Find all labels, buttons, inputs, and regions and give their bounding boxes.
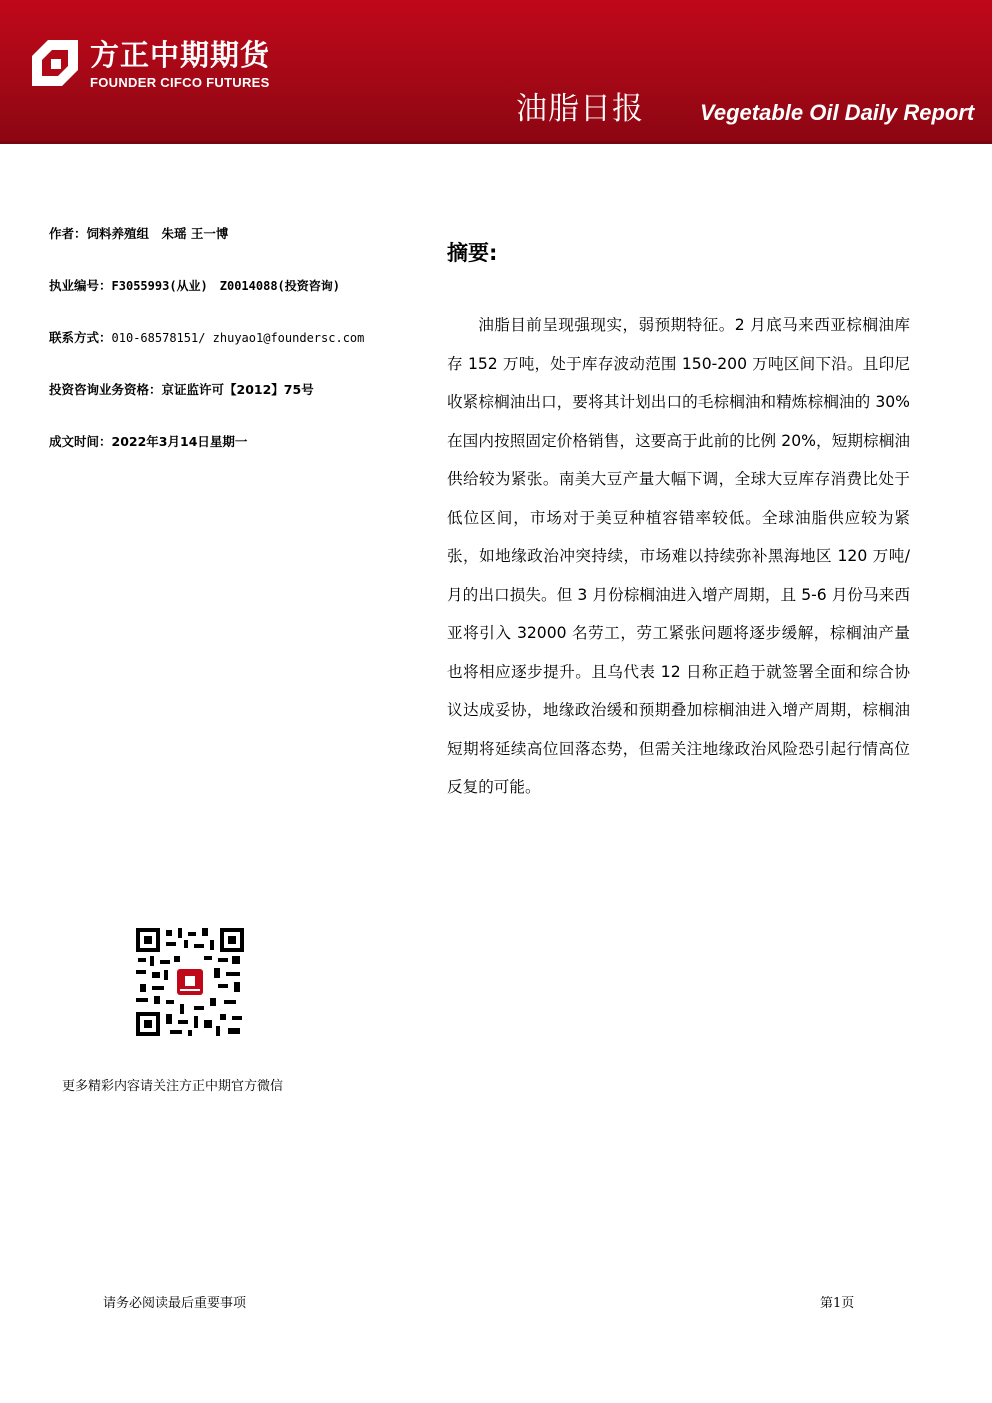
author-value: 饲料养殖组 朱瑶 王一博 bbox=[86, 226, 229, 241]
contact-label: 联系方式： bbox=[49, 330, 112, 345]
abstract-body: 油脂目前呈现强现实，弱预期特征。2 月底马来西亚棕榈油库存 152 万吨，处于库存波动范围 150-200 万吨区间下沿。且印尼收紧棕榈油出口，要将其计划出口的毛棕榈油和精炼棕榈油的 30% 在国内按照固定价格销售，这要高于此前的比例 20%，短期棕榈油供给较为紧张。南美大豆产量大幅下调，全球大豆库存消费比处于低位区间，市场对于美豆种植容错率较低。全球油脂供应较为紧张，如地缘政治冲突持续，市场难以持续弥补黑海地区 120 万吨/月的出口损失。但 3 月份棕榈油进入增产周期，且 5-6 月份马来西亚将引入 32000 名劳工，劳工紧张问题将逐步缓解，棕榈油产量也将相应逐步提升。且乌代表 12 日称正趋于就签署全面和综合协议达成妥协，地缘政治缓和预期叠加棕榈油进入增产周期，棕榈油短期将延续高位回落态势，但需关注地缘政治风险恐引起行情高位反复的可能。 bbox=[447, 316, 910, 796]
header-divider bbox=[0, 141, 992, 144]
author-label: 作者： bbox=[49, 226, 87, 241]
founder-logo-icon bbox=[30, 38, 80, 88]
license-value: F3055993(从业) Z0014088(投资咨询) bbox=[111, 279, 341, 293]
company-name-cn: 方正中期期货 bbox=[90, 38, 271, 72]
date-line bbox=[49, 433, 247, 451]
contact-value: 010-68578151/ zhuyao1@foundersc.com bbox=[111, 331, 365, 345]
qualification-label: 投资咨询业务资格： bbox=[49, 382, 162, 397]
company-name-en: FOUNDER CIFCO FUTURES bbox=[90, 75, 270, 90]
qualification-line bbox=[49, 381, 314, 399]
date-label: 成文时间： bbox=[49, 434, 112, 449]
date-value: 2022年3月14日星期一 bbox=[111, 434, 248, 449]
page-number: 第1页 bbox=[820, 1296, 855, 1311]
author-line bbox=[49, 225, 228, 243]
license-label: 执业编号： bbox=[49, 278, 112, 293]
abstract-heading: 摘要: bbox=[447, 241, 498, 265]
report-title-cn: 油脂日报 bbox=[516, 91, 644, 127]
contact-line bbox=[49, 329, 364, 347]
wechat-qr-code-icon bbox=[134, 926, 246, 1038]
license-line bbox=[49, 277, 340, 295]
footer-notice: 请务必阅读最后重要事项 bbox=[103, 1296, 247, 1311]
qr-caption: 更多精彩内容请关注方正中期官方微信 bbox=[62, 1079, 284, 1094]
report-title-en: Vegetable Oil Daily Report bbox=[700, 100, 975, 125]
qualification-value: 京证监许可【2012】75号 bbox=[161, 382, 314, 397]
